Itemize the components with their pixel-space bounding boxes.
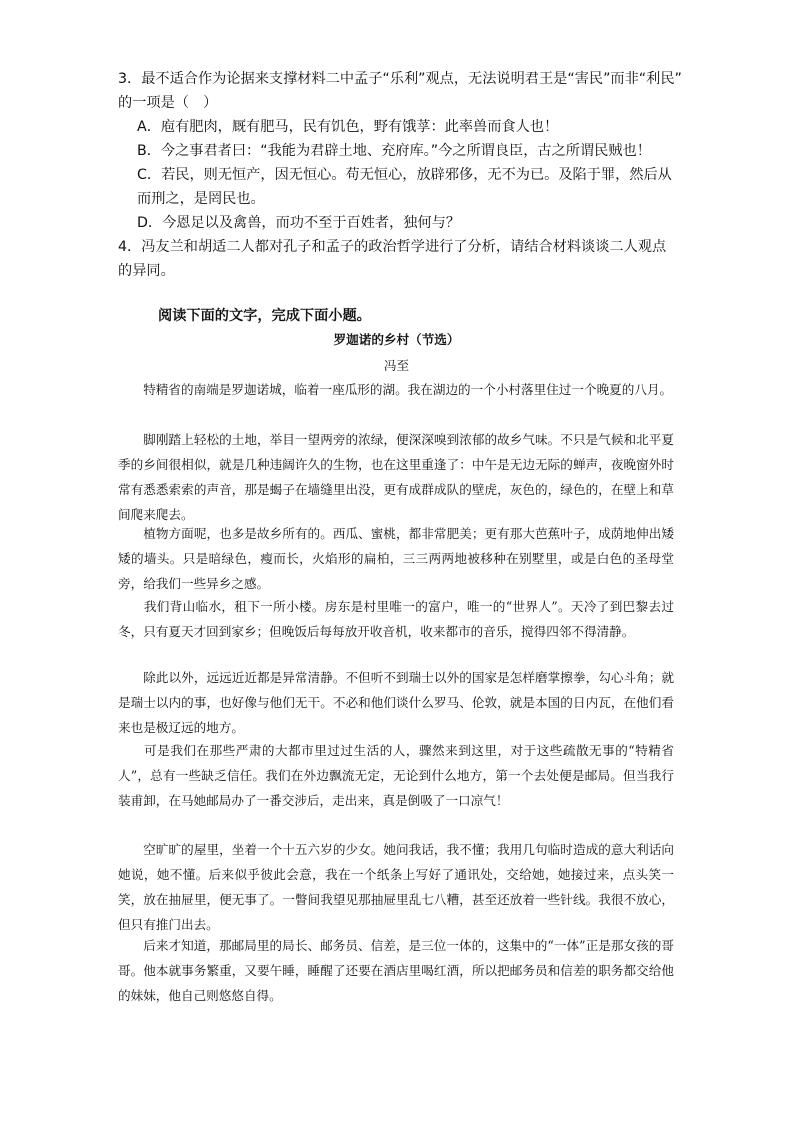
passage-author: 冯至 [383, 358, 410, 373]
question-4-line1: 4．冯友兰和胡适二人都对孔子和孟子的政治哲学进行了分析，请结合材料谈谈二人观点 [118, 239, 667, 255]
question-3-option-a: A．庖有肥肉，厩有肥马，民有饥色，野有饿莩：此率兽而食人也！ [137, 119, 559, 135]
question-3-stem-line1: 3．最不适合作为论据来支撑材料二中孟子“乐利”观点，无法说明君王是“害民”而非“利民” [118, 71, 682, 87]
passage-title: 罗迦诺的乡村（节选） [333, 332, 460, 347]
passage-paragraph-7: 空旷旷的屋里，坐着一个十五六岁的少女。她问我话，我不懂；我用几句临时造成的意大利话向她说，她不懂。后来似乎彼此会意，我在一个纸条上写好了通讯处，交给她，她接过来，点头笑一笑，放在抽屉里，便无事了。一瞥间我望见那抽屉里乱七八糟，甚至还放着一些针线。我很不放心，但只有推门出去。 [118, 842, 674, 932]
question-3-option-c-line2: 而刑之，是罔民也。 [137, 191, 265, 207]
passage-paragraph-8: 后来才知道，那邮局里的局长、邮务员、信差，是三位一体的，这集中的“一体”正是那女孩的哥哥。他本就事务繁重，又要午睡，睡醒了还要在酒店里喝红酒，所以把邮务员和信差的职务都交给他的妹妹，他自己则悠悠自得。 [118, 938, 674, 1003]
passage-paragraph-1: 特精省的南端是罗迦诺城，临着一座瓜形的湖。我在湖边的一个小村落里住过一个晚夏的八月。 [118, 382, 673, 397]
passage-paragraph-6: 可是我们在那些严肃的大都市里过过生活的人，骤然来到这里，对于这些疏散无事的“特精省人”，总有一些缺乏信任。我们在外边飘流无定，无论到什么地方，第一个去处便是邮局。但当我行装甫卸，在马她邮局办了一番交涉后，走出来，真是倒吸了一口凉气！ [118, 743, 674, 808]
question-3-option-b: B．今之事君者曰：“我能为君辟土地、充府库。”今之所谓良臣，古之所谓民贼也！ [137, 143, 651, 159]
question-3-option-d: D．今恩足以及禽兽，而功不至于百姓者，独何与？ [137, 215, 461, 231]
reading-instruction: 阅读下面的文字，完成下面小题。 [158, 308, 371, 324]
question-4-line2: 的异同。 [118, 263, 175, 279]
passage-paragraph-5: 除此以外，远远近近都是异常清静。不但听不到瑞士以外的国家是怎样磨掌擦拳，勾心斗角；就是瑞士以内的事，也好像与他们无干。不必和他们谈什么罗马、伦敦，就是本国的日内瓦，在他们看来也是极辽远的地方。 [118, 670, 674, 735]
question-3-option-c-line1: C．若民，则无恒产，因无恒心。苟无恒心，放辟邪侈，无不为已。及陷于罪，然后从 [137, 167, 672, 183]
question-3-stem-line2: 的一项是（ ） [118, 95, 218, 111]
passage-paragraph-2: 脚刚踏上轻松的土地，举目一望两旁的浓绿，便深深嗅到浓郁的故乡气味。不只是气候和北平夏季的乡间很相似，就是几种违阔许久的生物，也在这里重逢了：中午是无边无际的蝉声，夜晚窗外时常有悉悉索索的声音，那是蝎子在墙缝里出没，更有成群成队的壁虎，灰色的，绿色的，在壁上和草间爬来爬去。 [118, 432, 674, 522]
passage-paragraph-3: 植物方面呢，也多是故乡所有的。西瓜、蜜桃，都非常肥美；更有那大芭蕉叶子，成荫地伸出矮矮的墙头。只是暗绿色，瘦而长，火焰形的扁柏，三三两两地被移种在别墅里，或是白色的圣母堂旁，给我们一些异乡之感。 [118, 526, 674, 591]
passage-paragraph-4: 我们背山临水，租下一所小楼。房东是村里唯一的富户，唯一的“世界人”。天冷了到巴黎去过冬，只有夏天才回到家乡；但晚饭后每每放开收音机，收来都市的音乐，搅得四邻不得清静。 [118, 599, 674, 639]
